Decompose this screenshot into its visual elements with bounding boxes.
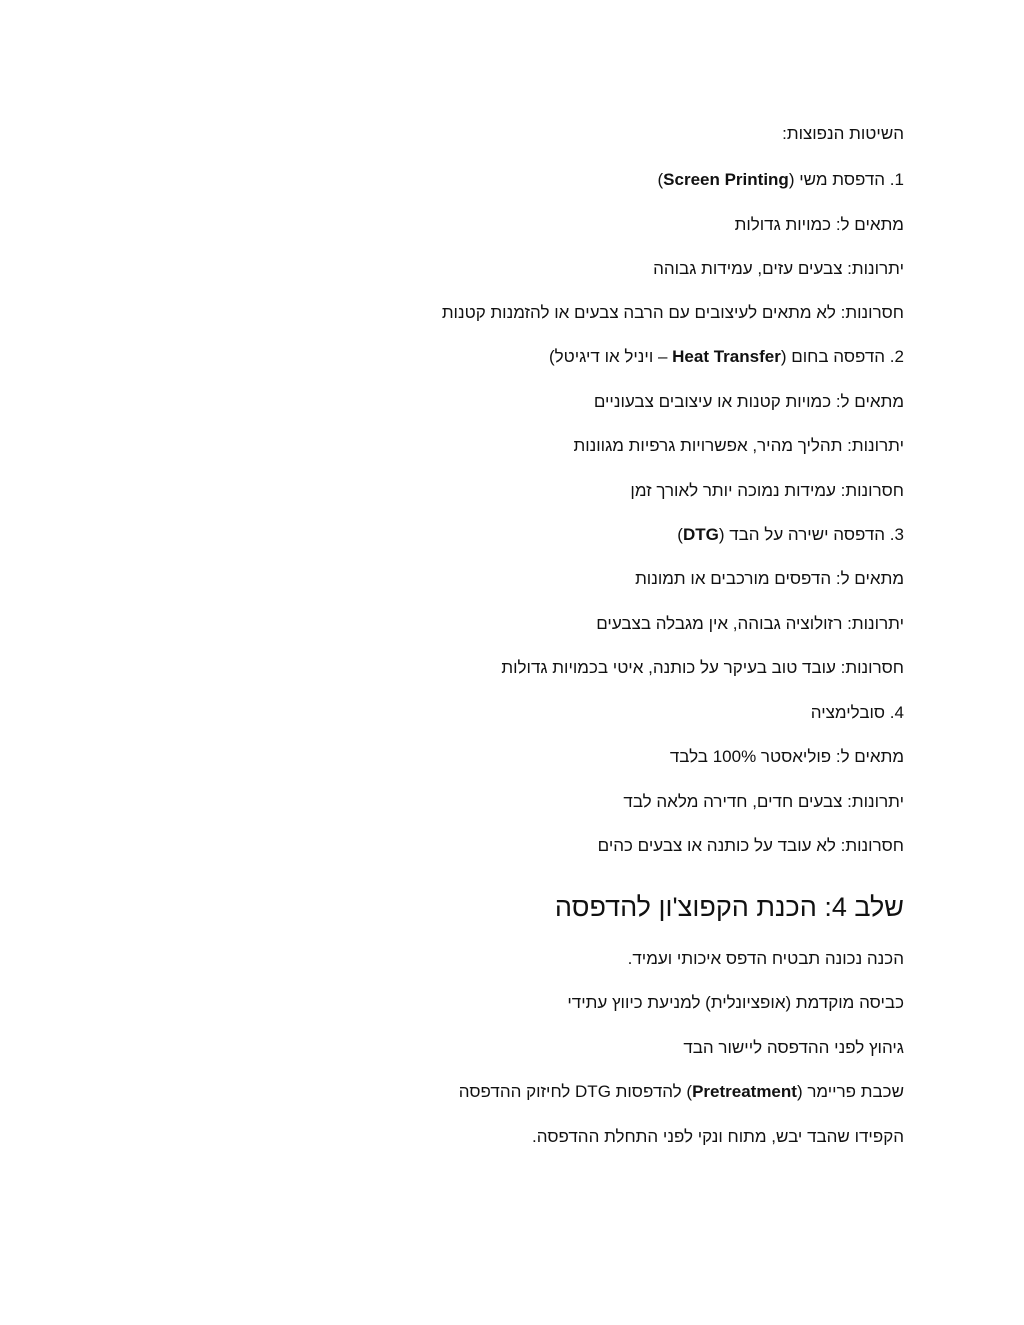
method-2-english-name: Heat Transfer xyxy=(672,347,781,366)
method-2-cons: חסרונות: עמידות נמוכה יותר לאורך זמן xyxy=(630,481,904,500)
method-1-pros: יתרונות: צבעים עזים, עמידות גבוהה xyxy=(653,259,904,278)
method-3-number: 3. xyxy=(889,525,904,544)
step-4-dry-check: הקפידו שהבד יבש, מתוח ונקי לפני התחלת ההדפסה. xyxy=(532,1127,904,1146)
methods-intro: השיטות הנפוצות: xyxy=(782,124,904,143)
method-1-number: 1. xyxy=(889,170,904,189)
method-2-number: 2. xyxy=(889,347,904,366)
method-2-fit: מתאים ל: כמויות קטנות או עיצובים צבעוניים xyxy=(593,392,904,411)
method-4-number: 4. xyxy=(889,703,904,722)
method-3-english-name: DTG xyxy=(682,525,719,544)
method-3-title: 3. הדפסה ישירה על הבד (DTG) xyxy=(677,525,904,544)
step-4-ironing: גיהוץ לפני ההדפסה ליישור הבד xyxy=(683,1038,904,1057)
method-3-pros: יתרונות: רזולוציה גבוהה, אין מגבלה בצבעים xyxy=(596,614,904,633)
method-2-title: 2. הדפסה בחום (Heat Transfer – ויניל או דיגיטל) xyxy=(548,347,904,366)
method-1-fit: מתאים ל: כמויות גדולות xyxy=(734,215,904,234)
method-4-cons: חסרונות: לא עובד על כותנה או צבעים כהים xyxy=(597,836,904,855)
method-4-pros: יתרונות: צבעים חדים, חדירה מלאה לבד xyxy=(623,792,904,811)
step-4-primer-post: ) להדפסות DTG לחיזוק ההדפסה xyxy=(458,1082,693,1101)
step-4-intro: הכנה נכונה תבטיח הדפס איכותי ועמיד. xyxy=(627,949,904,968)
step-4-primer-english: Pretreatment xyxy=(692,1082,797,1101)
method-2-name: הדפסה בחום xyxy=(791,347,886,366)
method-3-cons: חסרונות: עובד טוב בעיקר על כותנה, איטי בכמויות גדולות xyxy=(501,658,904,677)
method-3-name: הדפסה ישירה על הבד xyxy=(729,525,886,544)
method-4-fit: מתאים ל: פוליאסטר 100% בלבד xyxy=(669,747,904,766)
step-4-heading: שלב 4: הכנת הקפוצ'ון להדפסה xyxy=(554,892,904,922)
method-4-title xyxy=(404,702,904,724)
method-4-name: סובלימציה xyxy=(810,703,886,722)
method-3-fit: מתאים ל: הדפסים מורכבים או תמונות xyxy=(635,569,904,588)
method-1-title: 1. הדפסת משי (Screen Printing) xyxy=(657,170,904,189)
step-4-primer-pre: שכבת פריימר ( xyxy=(796,1082,904,1101)
method-1-name: הדפסת משי xyxy=(799,170,886,189)
method-1-english-name: Screen Printing xyxy=(663,170,789,189)
step-4-prewash: כביסה מוקדמת (אופציונלית) למניעת כיווץ עתידי xyxy=(567,993,904,1012)
method-2-pros: יתרונות: תהליך מהיר, אפשרויות גרפיות מגוונות xyxy=(573,436,904,455)
method-2-suffix: – ויניל או דיגיטל xyxy=(554,347,673,366)
step-4-primer xyxy=(404,1081,904,1103)
method-1-cons: חסרונות: לא מתאים לעיצובים עם הרבה צבעים או להזמנות קטנות xyxy=(441,303,904,322)
